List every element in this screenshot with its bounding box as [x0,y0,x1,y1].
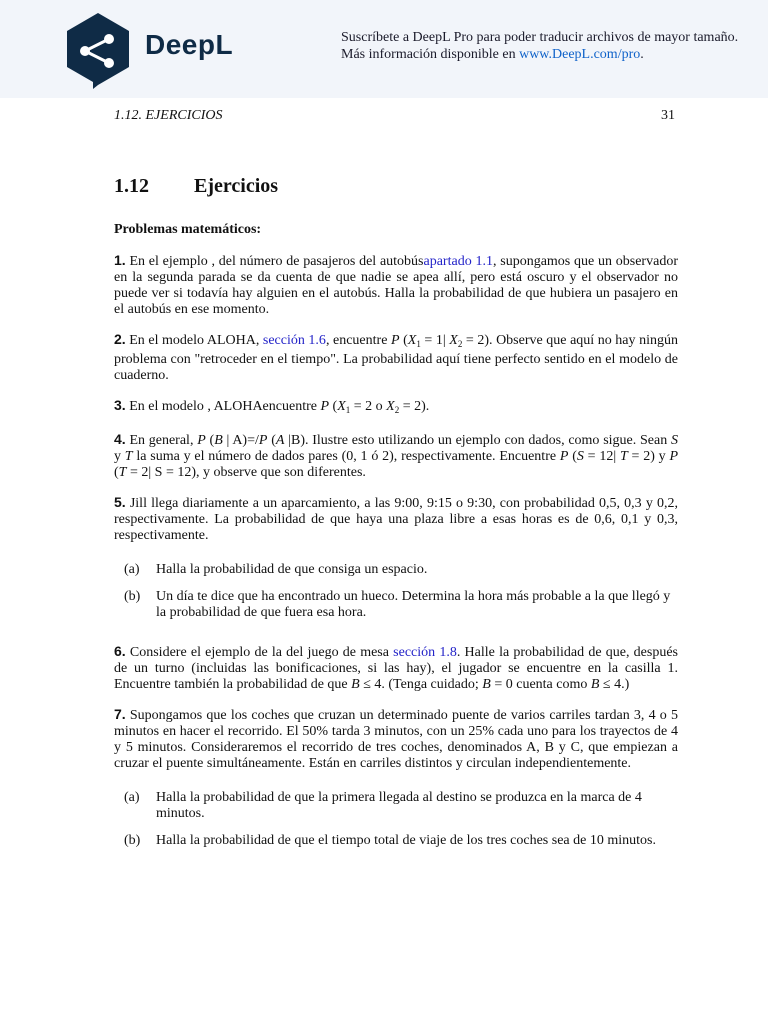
item-label: (b) [124,589,141,604]
problem-3: 3. En el modelo , ALOHAencuentre P ($X_1 = 2$ o $X_2 = 2$). [114,397,430,415]
section-link[interactable]: sección 1.8 [393,645,457,660]
problem-text: , encuentre [325,333,391,348]
problem-6: 6. Considere el ejemplo de la del juego de mesa sección 1.8. Halle la probabilidad de que, después de un turno (incluidas las bonificaciones, si las hay), el jugador se encuentre en la casilla 1. Encuentre también la probabilidad de que B ≤ 4. (Tenga cuidado; B = 0 cuenta como B ≤ 4.) [114,643,678,692]
item-text: Halla la probabilidad de que el tiempo total de viaje de los tres coches sea de 10 minutos. [156,833,656,848]
item-text: Halla la probabilidad de que la primera llegada al destino se produzca en la marca de 4 minutos. [156,790,642,821]
exercise-list [114,222,678,871]
problem-text: , supongamos que un observador en la segunda parada se da cuenta de que nadie se apea allí, pero está oscuro y el observador no puede ver si todavía hay alguien en el autobús. Halla la probabilidad de que hubiera un pasajero en el autobús en ese momento. [114,254,678,317]
problem-text: |B). Ilustre esto utilizando un ejemplo con dados, como sigue. Sean [284,433,671,448]
problem-text: | A)=/ [222,433,259,448]
promo-line-1: Suscríbete a DeepL Pro para poder traducir archivos de mayor tamaño. [341,30,739,45]
list-item [124,589,678,621]
section-link[interactable]: sección 1.6 [262,333,326,348]
problem-text: y [114,449,125,464]
problem-text: Jill llega diariamente a un aparcamiento, a las 9:00, 9:15 o 9:30, con probabilidad 0,5, 0,3 y 0,2, respectivamente. La probabilidad de que haya una plaza libre a esas horas es de 0,6, 0,1 y 0,3, respectivamente. [114,496,678,543]
problem-text: = 2). Observe que aquí no hay ningún problema con "retroceder en el tiempo". La probabilidad aquí tiene perfecto sentido en el modelo de cuaderno. [114,333,678,383]
subitem-list [124,790,678,849]
section-title [114,175,278,198]
problem-text: = 1| [420,333,450,348]
problem-text: = 0 cuenta como [490,677,591,692]
promo-line-2-prefix: Más información disponible en [341,47,520,62]
section-name: Ejercicios [194,175,279,197]
problem-text: Supongamos que los coches que cruzan un determinado puente de varios carriles tardan 3, 4 o 5 minutos en hacer el recorrido. El 50% tarda 3 minutos, con un 25% cada uno para los trayectos de 4 y 5 minutos. Consideraremos el recorrido de tres coches, denominados A, B y C, que empiezan a cruzar el puente simultáneamente. Están en carriles distintos y circulan independientemente. [114,708,678,771]
problem-text: Considere el ejemplo de la del juego de mesa [125,645,394,660]
problem-text: En el ejemplo , del número de pasajeros del autobús [125,254,424,269]
problem-7 [114,706,678,772]
item-text: Halla la probabilidad de que consiga un espacio. [156,562,428,577]
problem-number: 1. [114,252,126,268]
promo-text [341,29,738,63]
section-link[interactable]: apartado 1.1 [423,254,493,269]
item-label: (a) [124,562,140,577]
item-label: (a) [124,790,140,805]
problem-text: ≤ 4. (Tenga cuidado; [359,677,483,692]
problem-1 [114,252,678,318]
problem-5 [114,494,678,544]
item-text: Un día te dice que ha encontrado un hueco. Determina la hora más probable a la que llegó y la probabilidad de que fuera esa hora. [156,589,671,620]
subitem-list [124,562,678,621]
problem-text: = 2). [399,399,430,414]
problem-number: 6. [114,643,126,659]
promo-line-2 [341,46,738,63]
list-item [124,790,678,822]
problem-text: . Halle la probabilidad de que, después de un turno (incluidas las bonificaciones, si las hay), el jugador se encuentre en la casilla 1. Encuentre también la probabilidad de que [114,645,678,692]
problem-text: = 2| S = 12), y observe que son diferentes. [126,465,366,480]
problem-number: 7. [114,706,126,722]
problem-4: 4. En general, P (B | A)=/P (A |B). Ilustre esto utilizando un ejemplo con dados, como sigue. Sean S y T la suma y el número de dados pares (0, 1 ó 2), respectivamente. Encuentre P (S = 12| T = 2) y P (T = 2| S = 12), y observe que son diferentes. [114,431,679,480]
problem-text: = 2 o [350,399,387,414]
problem-text: la suma y el número de dados pares (0, 1 ó 2), respectivamente. Encuentre [132,449,560,464]
problem-number: 3. [114,397,126,413]
pro-link[interactable]: www.DeepL.com/pro [519,47,641,62]
problem-text: = 12| [583,449,620,464]
problem-number: 4. [114,431,126,447]
problem-number: 5. [114,494,126,510]
promo-line-2-suffix: . [640,47,644,62]
running-title: 1.12. EJERCICIOS [114,108,223,123]
problem-2: 2. En el modelo ALOHA, sección 1.6, encuentre P ($X_1 = 1|$ $X_2 = 2$). Observe que aquí no hay ningún problema con "retroceder en el tiempo". La probabilidad aquí tiene perfecto sentido en el modelo de cuaderno. [114,331,678,383]
problem-text: ≤ 4.) [599,677,630,692]
list-item [124,562,678,578]
problem-text: = 2) y [627,449,670,464]
page-number: 31 [661,108,675,123]
problem-text: En general, [125,433,198,448]
item-label: (b) [124,833,141,848]
problem-number: 2. [114,331,126,347]
problem-text: En el modelo , ALOHAencuentre [125,399,321,414]
section-number: 1.12 [114,175,149,197]
promo-banner [0,0,768,98]
subheading: Problemas matemáticos: [114,222,262,237]
brand-name: DeepL [145,29,234,60]
running-header [114,108,675,124]
problem-text: En el modelo ALOHA, [125,333,263,348]
deepl-logo-icon [63,11,133,89]
list-item [124,833,678,849]
